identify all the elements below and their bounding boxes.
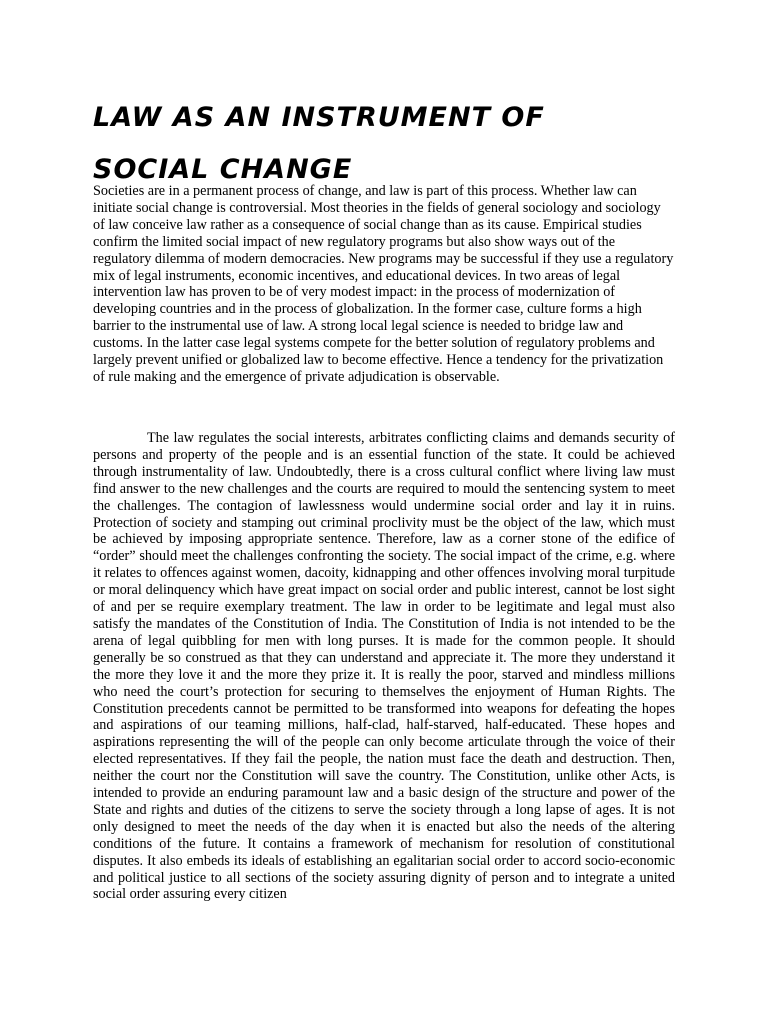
paragraph-body: The law regulates the social interests, arbitrates conflicting claims and demands security of persons and property of the people and is an essential function of the state. It could be achieved through instrumentality of law. Undoubtedly, there is a cross cultural conflict where living law must find answer to the new challenges and the courts are required to mould the sentencing system to meet the challenges. The contagion of lawlessness would undermine social order and lay it in ruins. Protection of society and stamping out criminal proclivity must be the object of the law, which must be achieved by imposing appropriate sentence. Therefore, law as a corner stone of the edifice of “order” should meet the challenges confronting the society. The social impact of the crime, e.g. where it relates to offences against women, dacoity, kidnapping and other offences involving moral turpitude or moral delinquency which have great impact on social order and public interest, cannot be lost sight of and per se require exemplary treatment. The law in order to be legitimate and legal must also satisfy the mandates of the Constitution of India. The Constitution of India is not intended to be the arena of legal quibbling for men with long purses. It is made for the common people. It should generally be so construed as that they can understand and appreciate it. The more they understand it the more they love it and the more they prize it. It is really the poor, starved and mindless millions who need the court’s protection for securing to themselves the enjoyment of Human Rights. The Constitution precedents cannot be permitted to be transformed into weapons for defeating the hopes and aspirations of our teaming millions, half-clad, half-starved, half-educated. These hopes and aspirations representing the will of the people can only become articulate through the voice of their elected representatives. If they fail the people, the nation must face the death and destruction. Then, neither the court nor the Constitution will save the country. The Constitution, unlike other Acts, is intended to provide an enduring paramount law and a basic design of the structure and power of the State and rights and duties of the citizens to serve the society through a long lapse of ages. It is not only designed to meet the needs of the day when it is enacted but also the needs of the altering conditions of the future. It contains a framework of mechanism for resolution of constitutional disputes. It also embeds its ideals of establishing an egalitarian social order to accord socio-economic and political justice to all sections of the society assuring dignity of person and to integrate a united social order assuring every citizen <box>93 430 675 903</box>
document-title <box>93 92 693 196</box>
title-line-1: LAW AS AN INSTRUMENT OF <box>93 102 545 133</box>
title-line-2: SOCIAL CHANGE <box>93 154 353 185</box>
paragraph-abstract: Societies are in a permanent process of change, and law is part of this process. Whether law can initiate social change is controversial. Most theories in the fields of general sociology and sociology of law conceive law rather as a consequence of social change than as its cause. Empirical studies confirm the limited social impact of new regulatory programs but also show ways out of the regulatory dilemma of modern democracies. New programs may be successful if they use a regulatory mix of legal instruments, economic incentives, and educational devices. In two areas of legal intervention law has proven to be of very modest impact: in the process of modernization of developing countries and in the process of globalization. In the former case, culture forms a high barrier to the instrumental use of law. A strong local legal science is needed to bridge law and customs. In the latter case legal systems compete for the better solution of regulatory problems and largely prevent unified or globalized law to become effective. Hence a tendency for the privatization of rule making and the emergence of private adjudication is observable. <box>93 183 674 385</box>
